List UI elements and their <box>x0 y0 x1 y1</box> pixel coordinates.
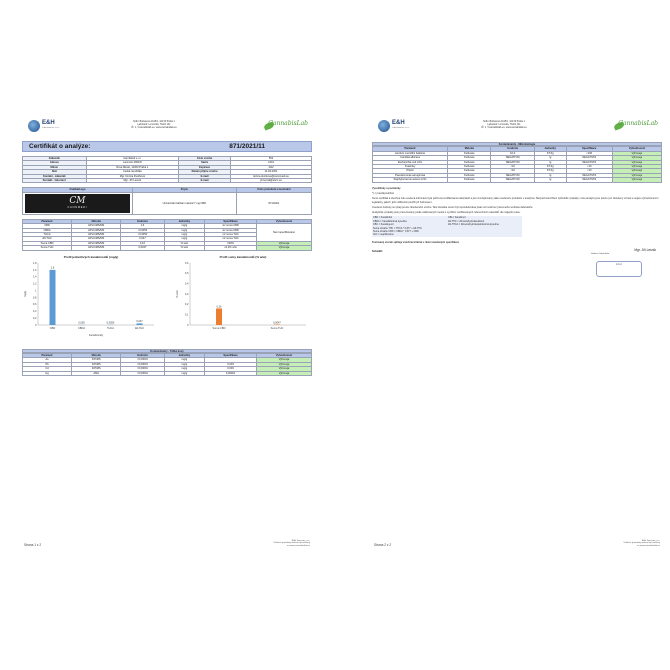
table-cell: HPLC/MS/MS <box>72 246 121 250</box>
info-row <box>23 179 312 183</box>
info-value: Mgr. Dorina Dvořková <box>86 174 178 178</box>
abbreviation: N/A = neaplikováno <box>372 233 447 236</box>
table-cell: HPLC/MS/MS <box>72 228 121 232</box>
info-value: jiri.lesnik@ehcz.eu <box>231 179 312 183</box>
charts-row <box>22 255 312 345</box>
table-cell: % w/w <box>164 241 204 245</box>
table-cell: <0,00001 <box>121 362 164 366</box>
table-cell: mg/g <box>164 358 204 362</box>
company-name: E&H <box>42 120 55 126</box>
table-cell: NEGATIVNÍ <box>491 178 534 182</box>
table-row <box>23 246 312 250</box>
info-label: E-mail <box>179 174 231 178</box>
table-cell: NEGATIVNÍ <box>566 173 612 177</box>
info-value: CannMedi s.r.o. <box>86 157 178 161</box>
parameter-cell: CBD <box>23 224 72 228</box>
column-header: Specifikace <box>205 219 257 223</box>
chart-title: Profil sumy kanabinoidů (% w/w) <box>219 254 267 259</box>
table-cell: mg/g <box>164 371 204 375</box>
abbreviation: Suma obsahu CBD = CBDA * 0,877 + CBD <box>372 230 447 233</box>
parameter-cell: Suma THC <box>23 246 72 250</box>
abbreviation: Δ9-THC = Δ9-tetrahydrokanabinol <box>447 220 522 223</box>
table-cell: viz suma THC <box>205 237 257 241</box>
parameter-cell: THCA <box>23 233 72 237</box>
y-tick-label: 0,4 <box>32 309 37 313</box>
table-row <box>373 178 662 182</box>
column-header: Parametr <box>373 147 448 151</box>
parameter-cell: Cd <box>23 367 72 371</box>
y-tick-label: 0,3 <box>184 292 189 296</box>
certificate-number: 871/2021/11 <box>229 143 265 150</box>
table-cell: /g <box>534 156 566 160</box>
y-tick-label: 0,4 <box>184 282 189 286</box>
table-cell: ≤0,2% w/w <box>205 246 257 250</box>
table-cell: Vyhovuje <box>257 371 312 375</box>
table-cell: Kultivace <box>448 165 491 169</box>
table-cell: viz suma THC <box>205 233 257 237</box>
parameter-cell: Staphylococcus aureus LOG <box>373 178 448 182</box>
parameter-cell: Candida albicans <box>373 156 448 160</box>
table-cell: Vyhovuje <box>612 169 661 173</box>
y-tick-label: 1 <box>35 289 37 293</box>
cannabislab-logo: CannabisLab <box>268 120 308 127</box>
table-cell: % w/w <box>164 246 204 250</box>
table-cell: mg/g <box>164 233 204 237</box>
chart-title: Profil jednotlivých kanabinoidů (mg/g) <box>63 254 119 259</box>
info-label: Kontakt - laboratoř <box>23 179 87 183</box>
info-value: Nové Město, 11000 Praha 1 <box>86 165 178 169</box>
y-tick-label: 1,6 <box>32 268 37 272</box>
column-header: Jednotky <box>164 219 204 223</box>
column-header: Parametr <box>23 354 72 358</box>
table-row <box>23 371 312 375</box>
table-cell: mg/g <box>164 362 204 366</box>
column-header: Jednotky <box>164 354 204 358</box>
footer-line: Veškeré protokoly mohou být ověřeny <box>623 542 660 545</box>
table-cell: <0,0050 <box>121 233 164 237</box>
data-label: 0,0047 <box>273 321 281 325</box>
parameter-cell: Hg <box>23 371 72 375</box>
table-cell: viz suma CBD <box>205 224 257 228</box>
bar-chart-svg <box>22 261 160 345</box>
data-label: 0,16 <box>216 304 222 308</box>
column-header: Hodnota <box>121 354 164 358</box>
info-label: Zákazník <box>23 157 87 161</box>
info-value: Lamnow 2061/8 <box>86 161 178 165</box>
abbreviation: CBDA = Kanabidiolová kyselina <box>372 220 447 223</box>
column-header: Specifikace <box>566 147 612 151</box>
y-axis-label: % w/w <box>176 289 179 298</box>
stamp-image: E&H <box>596 261 642 277</box>
footer-line: na www.cannabislab.eu <box>287 545 310 548</box>
table-cell: AMA <box>72 371 121 375</box>
x-axis-label: Kanabinoidy <box>88 333 104 337</box>
chart-sum-profile <box>174 255 312 345</box>
table-cell: NEGATIVNÍ <box>491 160 534 164</box>
table-cell: <0,00001 <box>121 371 164 375</box>
table-cell: <100 <box>566 151 612 155</box>
column-header: Metoda <box>72 219 121 223</box>
column-header: Hodnota <box>491 147 534 151</box>
page-footer <box>372 537 662 549</box>
table-cell: mg/g <box>164 228 204 232</box>
table-cell: Vyhovuje <box>257 246 312 250</box>
page-header <box>22 116 312 138</box>
table-cell: mg/g <box>164 224 204 228</box>
column-header: Jednotky <box>534 147 566 151</box>
address-line: IČ: 1, ©cannabislab.eu, www.cannabislab.eu <box>131 127 177 129</box>
notes-paragraph: Analytické výsledky jsou prezentovány podle validovaných metod s využitím certifikovaných referenčních materiálů, dle nejlepší praxe. <box>372 211 521 215</box>
abbreviation: Δ9-THCA = Δ9-tetrahydrokanabinolová kyselina <box>447 223 522 226</box>
info-label: Adresa <box>23 161 87 165</box>
product-logo-header: Značka/Logo <box>23 188 133 192</box>
table-cell: KTJ/g <box>534 151 566 155</box>
table-cell: KTJ/g <box>534 169 566 173</box>
heavy-metals-table <box>22 349 312 376</box>
company-name: E&H <box>392 120 405 126</box>
microbiology-table <box>372 142 662 183</box>
y-tick-label: 0,5 <box>184 271 189 275</box>
table-cell: Kultivace <box>448 151 491 155</box>
table-cell: HPLC/MS/MS <box>72 233 121 237</box>
table-cell: Vyhovuje <box>257 362 312 366</box>
table-cell: /g <box>534 178 566 182</box>
table-cell: Kultivace <box>448 178 491 182</box>
column-header: Vyhodnocení <box>257 219 312 223</box>
data-label: 0,047 <box>136 319 143 323</box>
y-tick-label: 0,1 <box>184 313 189 317</box>
footer-line: Veškeré protokoly mohou být ověřeny <box>273 542 310 545</box>
x-tick-label: Suma THC <box>270 326 284 330</box>
parameter-cell: CBDA <box>23 228 72 232</box>
footer-line: E&H Services, a.s. <box>291 539 310 542</box>
brand-logo <box>23 192 133 214</box>
info-label: E-mail <box>179 179 231 183</box>
table-cell: Vyhovuje <box>612 160 661 164</box>
info-label: Datum příjmu vzorku <box>179 170 231 174</box>
data-label: 0,005 <box>78 321 85 325</box>
table-cell: Vyhovuje <box>612 173 661 177</box>
y-tick-label: 1,8 <box>32 261 37 265</box>
table-cell: <10 <box>566 169 612 173</box>
footer-note <box>230 540 310 548</box>
table-caption: Kontaminanty - Mikrobiologie <box>372 142 662 146</box>
y-tick-label: 0,6 <box>184 261 189 265</box>
table-cell: Vyhovuje <box>612 178 661 182</box>
certificate-page-2 <box>372 116 662 549</box>
table-cell: Vyhovuje <box>612 156 661 160</box>
eh-logo-icon <box>28 120 40 132</box>
table-cell: HPLC/MS/MS <box>72 224 121 228</box>
table-cell: ICP/MS <box>72 367 121 371</box>
abbreviation-row <box>372 233 522 236</box>
header-address <box>464 121 544 130</box>
page-footer <box>22 537 312 549</box>
table-cell: Vyhovuje <box>612 151 661 155</box>
column-header: Hodnota <box>121 219 164 223</box>
info-value: dorina.dvorkova@cannmedi.eu <box>231 174 312 178</box>
product-num-header: Číslo protokolu a testování <box>236 188 311 192</box>
notes-paragraph: Tento certifikát a všechna zde uvedená informace byla pořízena certifikovanou laboratoří a jsou zveřejňovány stále uvedeném protokolu s analýzou. Bezpečnostní/Není způsobilé výsledky v této analýze jsou pouze pro zkoušený vzorek a nejsou vyhodnocením legislativy, jakož i jeho odlišnosti použití při hodnocení. <box>372 197 659 204</box>
abbreviations-table <box>372 216 522 236</box>
parameter-cell: Suma CBD <box>23 241 72 245</box>
table-cell: HPLC/MS/MS <box>72 241 121 245</box>
table-cell: <10 <box>491 169 534 173</box>
cannabislab-logo: CannabisLab <box>618 120 658 127</box>
cannabinoid-table <box>22 219 312 251</box>
table-cell: 0,047 <box>121 237 164 241</box>
x-tick-label: CBDA <box>77 326 86 330</box>
x-tick-label: Suma CBD <box>212 326 226 330</box>
table-cell: 1,6 <box>121 224 164 228</box>
address-line: Laboratoř: Lomnická, Třebíč 141 <box>137 124 171 126</box>
product-description: Univerzální balzám natural 7 mg CBD <box>132 192 236 214</box>
table-cell: NEGATIVNÍ <box>566 178 612 182</box>
info-value: 4/22 <box>231 165 312 169</box>
column-header: Metoda <box>448 147 491 151</box>
abbreviation: Suma obsahu THC = THCA * 0,877 + Δ9-THC <box>372 227 447 230</box>
table-cell: 0,16 <box>121 241 164 245</box>
column-header: Vyhodnocení <box>612 147 661 151</box>
data-label: 0,0050 <box>106 321 115 325</box>
parameter-cell: Δ9-THC <box>23 237 72 241</box>
page-number: Strana 1 z 2 <box>24 543 42 547</box>
x-tick-label: CBD <box>49 326 56 330</box>
abbreviation: CBC = Kanabigerol <box>372 223 447 226</box>
table-cell: mg/g <box>164 237 204 241</box>
table-cell: 0,00001 <box>205 371 257 375</box>
parameter-cell: Aerobní mezofilní bakterie <box>373 151 448 155</box>
info-value: Česká republika <box>86 170 178 174</box>
notes-section <box>372 187 662 245</box>
table-cell: mg/g <box>164 367 204 371</box>
table-caption: Kontaminanty - Těžké kovy <box>22 349 312 353</box>
bar <box>216 308 222 325</box>
table-cell: Vyhovuje <box>257 367 312 371</box>
y-tick-label: 0,2 <box>184 302 189 306</box>
table-cell: NEGATIVNÍ <box>566 156 612 160</box>
table-cell: ICP/MS <box>72 362 121 366</box>
address-line: IČ: 1, ©cannabislab.eu, www.cannabislab.eu <box>481 127 527 129</box>
x-tick-label: THCA <box>106 326 115 330</box>
table-cell: Vyhovuje <box>257 358 312 362</box>
notes-paragraph: Uvedené hodnoty se týkají pouze zkoušeného vzorku. Tato zkouška nesmí být reprodukována jinak než celá bez písemného souhlasu laboratoře. <box>372 205 534 209</box>
table-cell: /g <box>534 173 566 177</box>
page-header <box>372 116 662 138</box>
parameter-cell: Pb <box>23 362 72 366</box>
table-cell: NEGATIVNÍ <box>491 156 534 160</box>
info-label: Město <box>23 165 87 169</box>
chart-cannabinoid-profile <box>22 255 160 345</box>
column-header: Specifikace <box>205 354 257 358</box>
table-cell: Vyhovuje <box>612 165 661 169</box>
info-label: Šarže <box>179 161 231 165</box>
approved-label: Schválil: <box>372 250 383 254</box>
column-header: Metoda <box>72 354 121 358</box>
info-label: Stát <box>23 170 87 174</box>
header-address <box>114 121 194 130</box>
table-cell: <10 <box>566 165 612 169</box>
data-label: 1,6 <box>50 266 55 270</box>
column-header: Parametr <box>23 219 72 223</box>
info-label: Číslo vzorku <box>179 157 231 161</box>
bar <box>50 270 56 325</box>
table-cell: Kultivace <box>448 160 491 164</box>
info-label: Kontakt - zákazník <box>23 174 87 178</box>
y-tick-label: 0 <box>35 323 37 327</box>
certificate-title-bar <box>22 141 312 152</box>
evaluation-cell: Není specifikováno <box>257 224 312 242</box>
eh-logo-icon <box>378 120 390 132</box>
table-cell: ±30% <box>205 241 257 245</box>
address-line: Sídlo: Bolzanova 1615/1, 110 00 Praha 1 <box>483 121 525 123</box>
signature-block <box>372 248 662 288</box>
footer-line: E&H Services, a.s. <box>641 539 660 542</box>
table-cell: 10,0 <box>491 151 534 155</box>
table-cell: HPLC/MS/MS <box>72 237 121 241</box>
page-number: Strana 2 z 2 <box>374 543 392 547</box>
brand-logo-text: CANNMEDI <box>67 206 88 210</box>
y-tick-label: 0,8 <box>32 296 37 300</box>
info-label: Expirace <box>179 165 231 169</box>
table-cell: NEGATIVNÍ <box>491 173 534 177</box>
table-cell: Kultivace <box>448 173 491 177</box>
table-cell: <0,00001 <box>121 367 164 371</box>
product-table <box>22 187 312 214</box>
y-tick-label: 0,6 <box>32 302 37 306</box>
protocol-number: 871/2021 <box>236 192 311 214</box>
parameter-cell: As <box>23 358 72 362</box>
table-cell: <0,00001 <box>121 358 164 362</box>
table-cell: KTJ/g <box>534 165 566 169</box>
brand-logo-mark: CM <box>69 196 86 207</box>
abbreviation: CBD = Kanabidiol <box>372 216 447 219</box>
table-cell: 0,003 <box>205 362 257 366</box>
abbreviation <box>447 233 522 236</box>
table-cell: <0,0050 <box>121 228 164 232</box>
table-cell: Kultivace <box>448 156 491 160</box>
table-cell: Vyhovuje <box>257 241 312 245</box>
table-cell: Kultivace <box>448 169 491 173</box>
table-cell: ICP/MS <box>72 358 121 362</box>
address-line: Laboratoř: Lomnická, Třebíč 141 <box>487 124 521 126</box>
x-tick-label: Δ9-THC <box>134 326 145 330</box>
footer-line: na www.cannabislab.eu <box>637 545 660 548</box>
signer-role: Vedoucí laboratoře <box>590 253 610 256</box>
table-cell: 0,0047 <box>121 246 164 250</box>
parameter-cell: Kvasinky <box>373 165 448 169</box>
certificate-page-1 <box>22 116 312 549</box>
signer-name: Mgr. Jiří Lesník <box>634 248 656 253</box>
certificate-title: Certifikát o analýze: <box>29 143 91 150</box>
y-tick-label: 0,2 <box>32 316 37 320</box>
parameter-cell: Plísně <box>373 169 448 173</box>
table-cell: NEGATIVNÍ <box>566 160 612 164</box>
info-value: 11.03.2021 <box>231 170 312 174</box>
notes-paragraph: *) = pravděpodobné <box>372 191 395 195</box>
customer-info-table <box>22 156 312 183</box>
parameter-cell: Escherichia coli LOG <box>373 160 448 164</box>
footer-note <box>580 540 660 548</box>
company-sub: Laboratories s.r.o. <box>392 127 410 129</box>
column-header: Vyhodnocení <box>257 354 312 358</box>
info-value: Mgr. Jiří Lesník <box>86 179 178 183</box>
conclusion: Testovaný vzorek splňuje všechna kritéria v rámci uvedených specifikací. <box>372 240 460 244</box>
table-cell: <10 <box>491 165 534 169</box>
y-axis-label: mg/g <box>24 290 27 297</box>
abbreviation: CBL= Kanabinol <box>447 216 522 219</box>
y-tick-label: 0 <box>187 323 189 327</box>
parameter-cell: Pseudomonas aeruginosa <box>373 173 448 177</box>
bar-chart-svg <box>174 261 312 345</box>
table-cell: 0,003 <box>205 367 257 371</box>
table-cell: viz suma CBD <box>205 228 257 232</box>
bar <box>137 323 143 325</box>
info-value: L001 <box>231 161 312 165</box>
info-value: 552 <box>231 157 312 161</box>
notes-heading: Vysvětlivky a poznámky <box>372 186 401 190</box>
y-tick-label: 1,4 <box>32 275 37 279</box>
company-sub: Laboratories s.r.o. <box>42 127 60 129</box>
product-desc-header: Popis <box>132 188 236 192</box>
y-tick-label: 1,2 <box>32 282 37 286</box>
address-line: Sídlo: Bolzanova 1615/1, 110 00 Praha 1 <box>133 121 175 123</box>
table-cell: /g <box>534 160 566 164</box>
